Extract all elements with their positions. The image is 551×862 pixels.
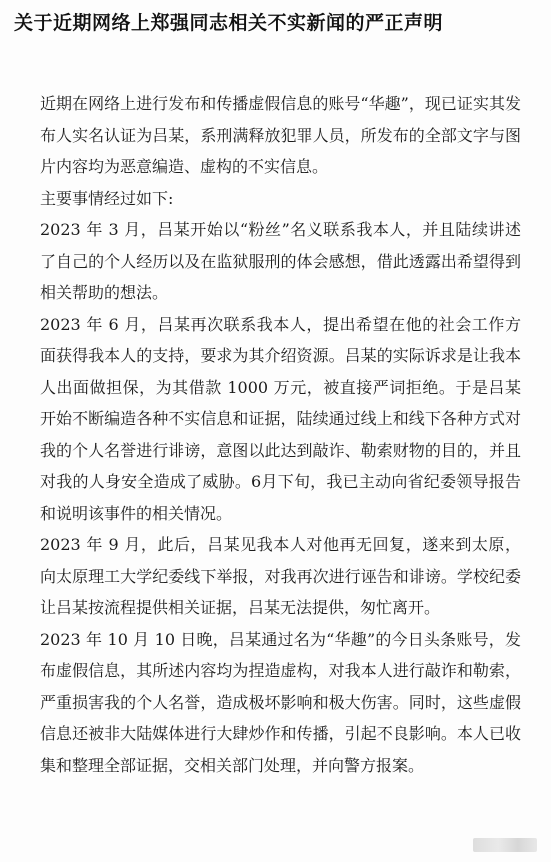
paragraph-intro: 近期在网络上进行发布和传播虚假信息的账号“华趣”，现已证实其发布人实名认证为吕某，系刑满释放犯罪人员，所发布的全部文字与图片内容均为恶意编造、虚构的不实信息。 bbox=[40, 94, 521, 176]
document-body bbox=[0, 88, 551, 781]
paragraph-october: 2023 年 10 月 10 日晚，吕某通过名为“华趣”的今日头条账号，发布虚假信息，其所述内容均为捏造虚构，对我本人进行敲诈和勒索，严重损害我的个人名誉，造成极坏影响和极大伤害。同时，这些虚假信息还被非大陆媒体进行大肆炒作和传播，引起不良影响。本人已收集和整理全部证据，交相关部门处理，并向警方报案。 bbox=[40, 629, 521, 775]
paragraph-march: 2023 年 3 月，吕某开始以“粉丝”名义联系我本人，并且陆续讲述了自己的个人经历以及在监狱服刑的体会感想，借此透露出希望得到相关帮助的想法。 bbox=[40, 220, 521, 302]
watermark-logo bbox=[473, 838, 537, 852]
paragraph-june: 2023 年 6 月，吕某再次联系我本人，提出希望在他的社会工作方面获得我本人的支持，要求为其介绍资源。吕某的实际诉求是让我本人出面做担保，为其借款 1000 万元，被直接严词拒绝。于是吕某开始不断编造各种不实信息和证据，陆续通过线上和线下各种方式对我的个人名誉进行诽谤，意图以此达到敲诈、勒索财物的目的，并且对我的人身安全造成了威胁。6月下旬，我已主动向省纪委领导报告和说明该事件的相关情况。 bbox=[40, 314, 521, 523]
paragraph-heading: 主要事情经过如下: bbox=[40, 188, 174, 208]
document-title: 关于近期网络上郑强同志相关不实新闻的严正声明 bbox=[14, 12, 444, 34]
paragraph-september: 2023 年 9 月，此后，吕某见我本人对他再无回复，遂来到太原，向太原理工大学纪委线下举报，对我再次进行诬告和诽谤。学校纪委让吕某按流程提供相关证据，吕某无法提供，匆忙离开。 bbox=[40, 535, 521, 617]
